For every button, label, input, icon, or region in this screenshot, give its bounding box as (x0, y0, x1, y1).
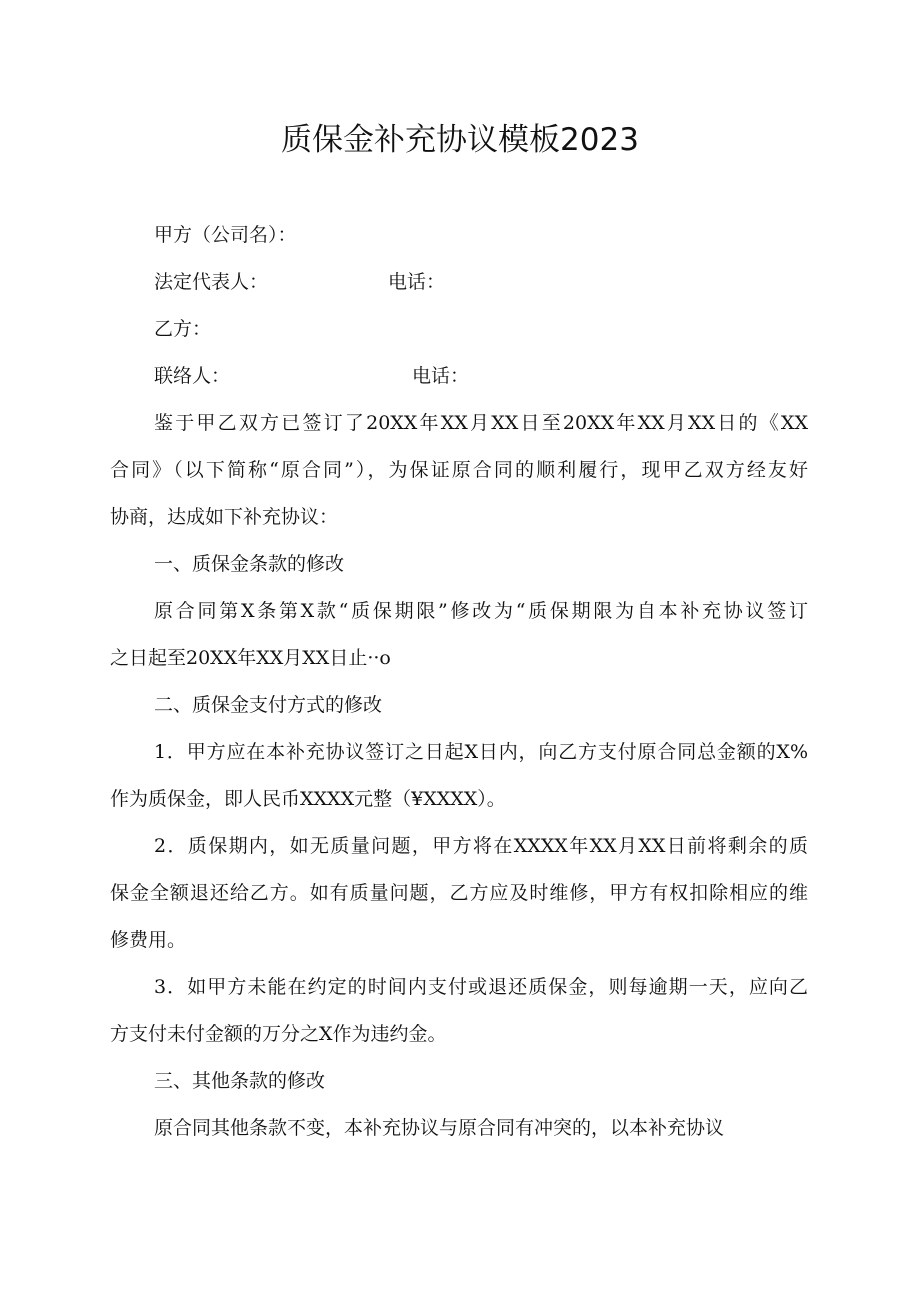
preamble-line-3: 协商，达成如下补充协议： (110, 506, 339, 528)
document-body (110, 212, 808, 1152)
section-2-item-1-line-2: 作为质保金，即人民币XXXX元整（¥XXXX）。 (110, 788, 506, 810)
party-b-line (110, 306, 808, 353)
section-2-item-3-line-2: 方支付未付金额的万分之X作为违约金。 (110, 1023, 447, 1045)
contact-line (110, 353, 808, 400)
section-1-line-1: 原合同第X条第X款“质保期限”修改为“质保期限为自本补充协议签订 (154, 600, 808, 622)
contact-label: 联络人： (154, 365, 231, 387)
section-2-heading: 二、质保金支付方式的修改 (154, 694, 383, 716)
party-b-label: 乙方： (154, 318, 212, 340)
section-2-item-2-line-1: 2．质保期内，如无质量问题，甲方将在XXXX年XX月XX日前将剩余的质 (154, 835, 808, 857)
preamble-line-1: 鉴于甲乙双方已签订了20XX年XX月XX日至20XX年XX月XX日的《XX (154, 412, 808, 434)
section-3-heading: 三、其他条款的修改 (154, 1070, 326, 1092)
legal-rep-label: 法定代表人： (154, 271, 269, 293)
document-title: 质保金补充协议模板2023 (281, 122, 639, 158)
party-a-phone-label: 电话： (388, 271, 446, 293)
section-1-heading: 一、质保金条款的修改 (154, 553, 345, 575)
party-a-line (110, 212, 808, 259)
section-3-line-1: 原合同其他条款不变，本补充协议与原合同有冲突的，以本补充协议 (154, 1117, 725, 1139)
section-2-item-1-line-1: 1．甲方应在本补充协议签订之日起X日内，向乙方支付原合同总金额的X% (154, 741, 808, 763)
legal-rep-line (110, 259, 808, 306)
section-1-line-2: 之日起至20XX年XX月XX日止··o (110, 647, 391, 669)
section-2-item-2-line-3: 修费用。 (110, 929, 187, 951)
preamble-line-2: 合同》（以下简称“原合同”），为保证原合同的顺利履行，现甲乙双方经友好 (110, 459, 808, 481)
section-2-item-3-line-1: 3．如甲方未能在约定的时间内支付或退还质保金，则每逾期一天，应向乙 (154, 976, 808, 998)
party-b-phone-label: 电话： (412, 365, 470, 387)
section-2-item-2-line-2: 保金全额退还给乙方。如有质量问题，乙方应及时维修，甲方有权扣除相应的维 (110, 882, 808, 904)
party-a-label: 甲方（公司名）： (154, 224, 297, 246)
